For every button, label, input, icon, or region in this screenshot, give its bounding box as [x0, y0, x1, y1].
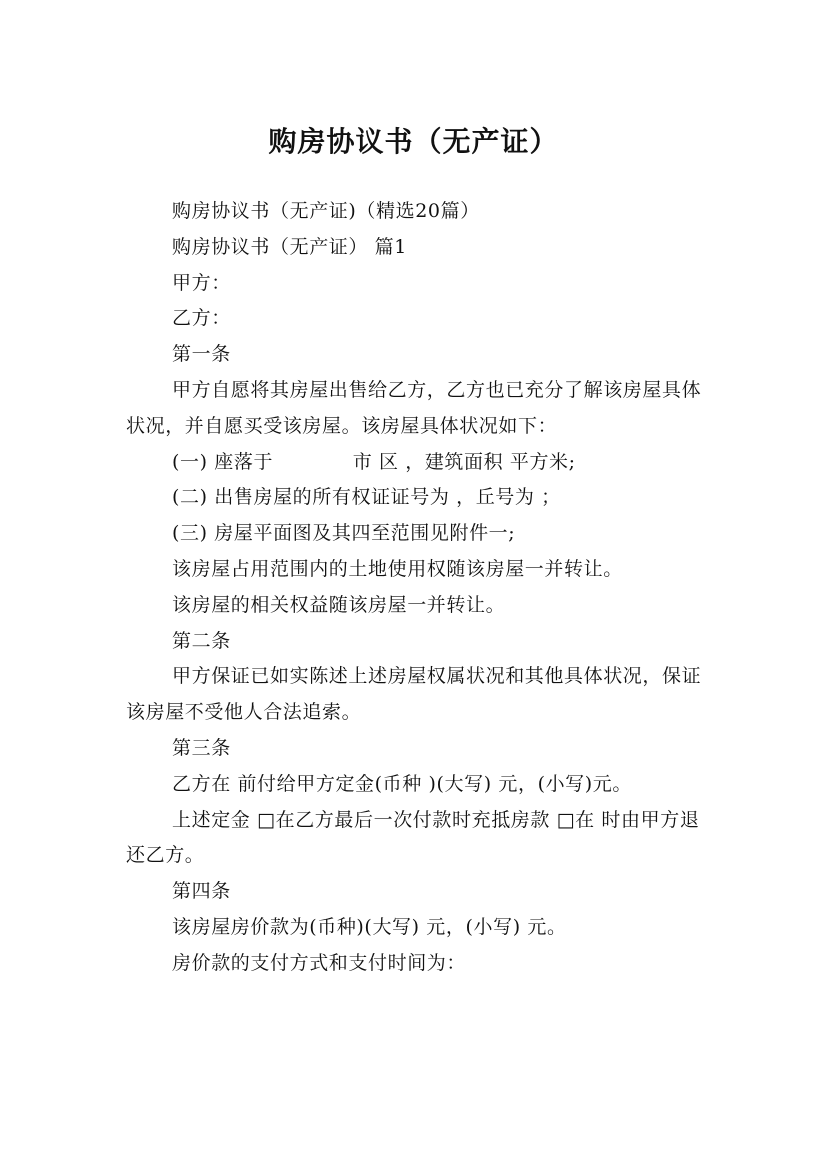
article-1-item-2: (二) 出售房屋的所有权证证号为 ，丘号为 ； [172, 486, 561, 509]
article-4-heading: 第四条 [172, 880, 231, 903]
article-2-heading: 第二条 [172, 629, 231, 652]
paragraph-party-b: 乙方： [172, 307, 231, 330]
article-3-heading: 第三条 [172, 736, 231, 759]
article-1-item-1: (一) 座落于 市 区 ，建筑面积 平方米; [172, 450, 576, 473]
paragraph-subtitle: 购房协议书（无产证)（精选20篇） [172, 200, 480, 222]
article-3-deposit-options: 上述定金 □在乙方最后一次付款时充抵房款 □在 时由甲方退还乙方。 [126, 808, 700, 867]
document-title: 购房协议书（无产证） [268, 124, 559, 158]
paragraph-party-a: 甲方： [172, 271, 231, 294]
article-1-item-3: (三) 房屋平面图及其四至范围见附件一; [172, 522, 516, 545]
article-1-heading: 第一条 [172, 343, 231, 366]
document-body [126, 194, 706, 982]
article-1-rights-clause: 该房屋的相关权益随该房屋一并转让。 [172, 593, 506, 616]
article-4-payment-method: 房价款的支付方式和支付时间为： [172, 951, 467, 974]
paragraph-section-heading: 购房协议书（无产证） 篇1 [172, 235, 407, 258]
article-3-deposit-paragraph: 乙方在 前付给甲方定金(币种 )(大写) 元，(小写)元。 [172, 772, 632, 795]
article-1-land-clause: 该房屋占用范围内的土地使用权随该房屋一并转让。 [172, 557, 623, 580]
article-2-paragraph: 甲方保证已如实陈述上述房屋权属状况和其他具体状况，保证该房屋不受他人合法追索。 [126, 665, 702, 724]
article-4-price-paragraph: 该房屋房价款为(币种)(大写) 元，(小写) 元。 [172, 915, 567, 938]
article-1-paragraph: 甲方自愿将其房屋出售给乙方，乙方也已充分了解该房屋具体状况，并自愿买受该房屋。该房屋具体状况如下： [126, 378, 702, 437]
